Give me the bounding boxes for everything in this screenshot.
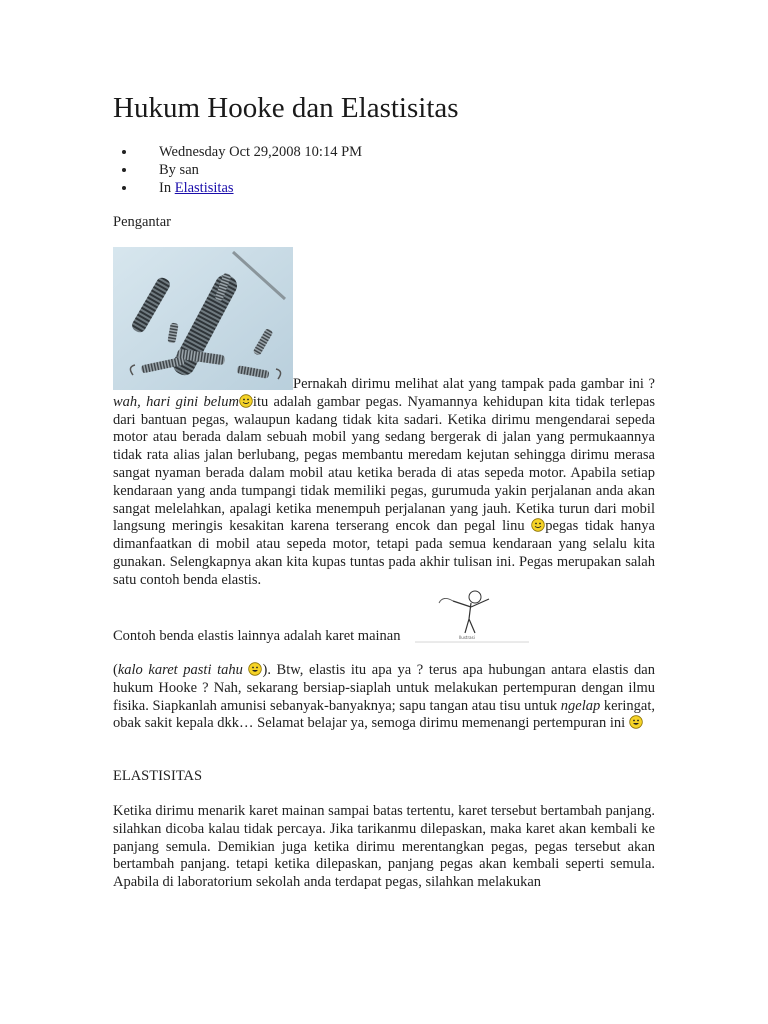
intro-label: Pengantar [113, 214, 171, 230]
smiley-icon [629, 715, 643, 729]
post-category [137, 179, 362, 197]
rubber-band-line: Contoh benda elastis lainnya adalah karet mainan [113, 628, 401, 644]
question-italic-ngelap: ngelap [560, 697, 601, 714]
question-italic: kalo karet pasti tahu [117, 662, 243, 678]
post-meta-list [113, 143, 362, 197]
page-title: Hukum Hooke dan Elastisitas [113, 92, 459, 124]
smiley-icon [239, 394, 253, 408]
category-link[interactable]: Elastisitas [174, 180, 234, 196]
intro-paragraph-italic: wah, hari gini belum [113, 393, 239, 410]
question-body: ). Btw, elastis itu apa ya ? terus apa hubungan antara elastis dan hukum Hooke ? Nah, sekarang bersiap-siaplah untuk melakukan pertempuran dengan ilmu fisika. Siapkanlah amunisi sebanyak-banyaknya; sapu tangan atau tisu untuk [113, 662, 655, 714]
question-end: keringat, obak sakit kepala dkk… Selamat belajar ya, semoga dirimu memenangi pertempuran ini [113, 697, 656, 732]
intro-paragraph-end: pegas tidak hanya dimanfaatkan di mobil atau sepeda motor, tetapi pada semua kendaraan yang selalu kita gunakan. Selengkapnya akan kita kupas tuntas pada akhir tulisan ini. Pegas merupakan salah satu contoh benda elastis. [113, 518, 655, 588]
post-date: • Wednesday Oct 29,2008 10:14 PM [137, 143, 362, 161]
smiley-icon [531, 518, 545, 532]
category-prefix: In [159, 180, 172, 196]
paren-open: ( [113, 662, 118, 678]
section-heading: ELASTISITAS [113, 768, 203, 784]
intro-paragraph-body: itu adalah gambar pegas. Nyamannya kehidupan kita tidak terlepas dari bantuan pegas, walaupun kadang tidak kita sadari. Ketika dirimu mengendarai sepeda motor atau berada dalam sebuah mobil yang sedang bergerak di jalan yang permukaannya tidak rata alias jalan berlubang, pegas membantu meredam kejutan sehingga dirimu merasa sangat nyaman berada dalam mobil atau ketika berada di atas sepeda motor. Apabila setiap kendaraan yang anda tumpangi tidak memiliki pegas, gurumuda yakin perjalanan anda akan sangat melelahkan, apalagi ketika menempuh perjalanan yang jauh. Ketika turun dari mobil langsung meringis kesakitan karena terserang encok dan pegal linu [113, 393, 655, 535]
intro-paragraph-lead: Pernakah dirimu melihat alat yang tampak pada gambar ini ? [293, 376, 655, 392]
elastisitas-paragraph: Ketika dirimu menarik karet mainan sampai batas tertentu, karet tersebut bertambah panjang. silahkan dicoba kalau tidak percaya. Jika tarikanmu dilepaskan, maka karet akan kembali ke panjang semula. Demikian juga ketika dirimu merentangkan pegas, pegas tersebut akan bertambah panjang. tetapi ketika dilepaskan, panjang pegas akan kembali seperti semula. Apabila di laboratorium sekolah anda terdapat pegas, silahkan melakukan [113, 803, 655, 891]
question-paragraph [113, 662, 655, 733]
intro-paragraph [113, 376, 655, 590]
post-author: • By san [137, 161, 362, 179]
springs-photo [113, 247, 293, 390]
smiley-icon [248, 662, 262, 676]
rubber-band-illustration [413, 585, 531, 643]
illustration-caption: Ilustrasi [459, 635, 475, 640]
